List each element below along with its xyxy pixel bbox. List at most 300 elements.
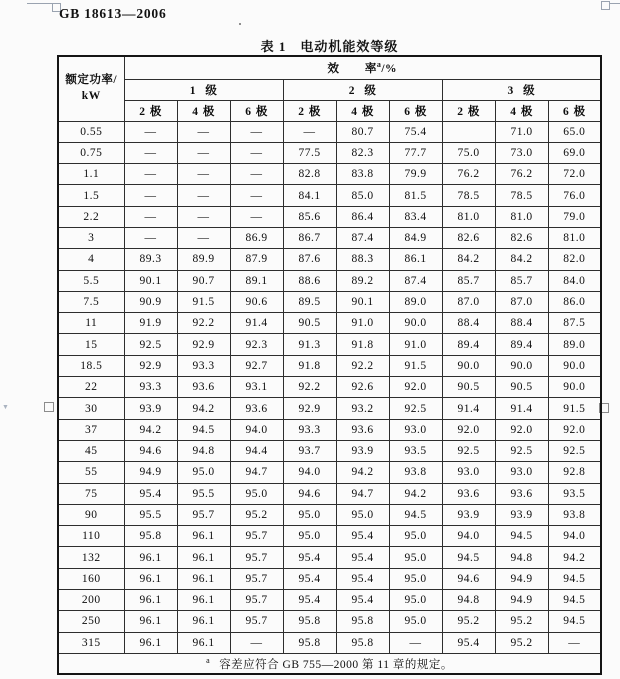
scan-triangle-mark: ▼: [2, 403, 9, 411]
cell-efficiency-value: 85.6: [283, 206, 336, 227]
table-row: [58, 313, 601, 334]
table-footer: [58, 653, 601, 674]
cell-efficiency-value: 91.4: [442, 398, 495, 419]
cell-efficiency-value: 94.2: [336, 462, 389, 483]
cell-efficiency-value: 87.5: [548, 313, 601, 334]
table-title: 表 1 电动机能效等级: [260, 39, 399, 54]
grade1-pole2-header: 2 极: [124, 100, 177, 121]
cell-efficiency-value: 94.0: [283, 462, 336, 483]
cell-efficiency-value: 95.8: [336, 632, 389, 653]
cell-efficiency-value: 95.0: [177, 462, 230, 483]
table-row: [58, 355, 601, 376]
cell-efficiency-value: 72.0: [548, 164, 601, 185]
table-row: [58, 462, 601, 483]
footnote-marker: a: [206, 655, 211, 665]
cell-efficiency-value: 94.0: [548, 526, 601, 547]
cell-efficiency-value: 89.9: [177, 249, 230, 270]
cell-efficiency-value: 81.5: [389, 185, 442, 206]
cell-efficiency-value: 88.6: [283, 270, 336, 291]
table-row: [58, 334, 601, 355]
scan-speck: [239, 23, 241, 25]
table-row: [58, 419, 601, 440]
table-body: [58, 121, 601, 653]
cell-efficiency-value: 91.8: [283, 355, 336, 376]
cell-efficiency-value: 89.3: [124, 249, 177, 270]
cell-efficiency-value: —: [124, 206, 177, 227]
cell-efficiency-value: 92.9: [283, 398, 336, 419]
cell-efficiency-value: 89.5: [283, 291, 336, 312]
cell-efficiency-value: 73.0: [495, 142, 548, 163]
cell-efficiency-value: 86.1: [389, 249, 442, 270]
efficiency-header-unit: /%: [381, 62, 398, 75]
cell-efficiency-value: 90.1: [336, 291, 389, 312]
cell-efficiency-value: 94.6: [442, 568, 495, 589]
cell-efficiency-value: 92.2: [336, 355, 389, 376]
cell-efficiency-value: 93.5: [389, 440, 442, 461]
cell-efficiency-value: 76.2: [442, 164, 495, 185]
cell-rated-power: 45: [58, 440, 124, 461]
cell-efficiency-value: 94.5: [442, 547, 495, 568]
cell-efficiency-value: 95.5: [177, 483, 230, 504]
grade2-pole6-header: 6 极: [389, 100, 442, 121]
cell-efficiency-value: 86.0: [548, 291, 601, 312]
cell-rated-power: 22: [58, 377, 124, 398]
cell-efficiency-value: 83.8: [336, 164, 389, 185]
cell-efficiency-value: 93.9: [442, 504, 495, 525]
cell-efficiency-value: 92.9: [177, 334, 230, 355]
grade-2-header: 2 级: [283, 79, 442, 100]
table-row: [58, 377, 601, 398]
cell-efficiency-value: —: [177, 206, 230, 227]
cell-efficiency-value: 77.7: [389, 142, 442, 163]
grade3-pole2-header: 2 极: [442, 100, 495, 121]
cell-efficiency-value: —: [230, 206, 283, 227]
cell-efficiency-value: 93.6: [230, 398, 283, 419]
cell-efficiency-value: 88.4: [495, 313, 548, 334]
cell-efficiency-value: 92.0: [389, 377, 442, 398]
cell-efficiency-value: 92.5: [442, 440, 495, 461]
footnote-cell: [58, 653, 601, 674]
cell-rated-power: 250: [58, 611, 124, 632]
cell-efficiency-value: 92.5: [124, 334, 177, 355]
cell-efficiency-value: 90.0: [495, 355, 548, 376]
cell-efficiency-value: —: [177, 121, 230, 142]
cell-efficiency-value: 91.0: [389, 334, 442, 355]
cell-efficiency-value: 95.0: [283, 504, 336, 525]
cell-rated-power: 132: [58, 547, 124, 568]
cell-efficiency-value: —: [230, 121, 283, 142]
cell-efficiency-value: 95.0: [389, 590, 442, 611]
cell-efficiency-value: 87.0: [442, 291, 495, 312]
cell-efficiency-value: 92.2: [177, 313, 230, 334]
cell-efficiency-value: 78.5: [495, 185, 548, 206]
cell-efficiency-value: 90.6: [230, 291, 283, 312]
cell-efficiency-value: 87.0: [495, 291, 548, 312]
cell-efficiency-value: 94.5: [177, 419, 230, 440]
cell-efficiency-value: 83.4: [389, 206, 442, 227]
cell-efficiency-value: 95.8: [283, 611, 336, 632]
cell-efficiency-value: 87.4: [389, 270, 442, 291]
grade-1-header: 1 级: [124, 79, 283, 100]
cell-efficiency-value: 88.3: [336, 249, 389, 270]
cell-efficiency-value: 92.9: [124, 355, 177, 376]
cell-efficiency-value: 89.1: [230, 270, 283, 291]
cell-efficiency-value: 93.3: [283, 419, 336, 440]
cell-efficiency-value: 92.6: [336, 377, 389, 398]
efficiency-header: [124, 56, 601, 79]
cell-efficiency-value: 95.4: [283, 547, 336, 568]
cell-rated-power: 4: [58, 249, 124, 270]
cell-efficiency-value: —: [283, 121, 336, 142]
cell-efficiency-value: 93.2: [336, 398, 389, 419]
table-row: [58, 504, 601, 525]
cell-efficiency-value: 94.2: [177, 398, 230, 419]
table-row: [58, 590, 601, 611]
cell-efficiency-value: 95.7: [230, 590, 283, 611]
cell-rated-power: 315: [58, 632, 124, 653]
cell-rated-power: 11: [58, 313, 124, 334]
header-row-poles: [58, 100, 601, 121]
cell-efficiency-value: 84.0: [548, 270, 601, 291]
cell-efficiency-value: 96.1: [177, 526, 230, 547]
table-row: [58, 568, 601, 589]
cell-efficiency-value: 90.5: [283, 313, 336, 334]
cell-efficiency-value: 85.7: [495, 270, 548, 291]
cell-efficiency-value: 92.0: [495, 419, 548, 440]
cell-rated-power: 55: [58, 462, 124, 483]
cell-efficiency-value: 94.2: [124, 419, 177, 440]
cell-efficiency-value: 95.4: [442, 632, 495, 653]
cell-efficiency-value: 95.0: [230, 483, 283, 504]
cell-efficiency-value: 78.5: [442, 185, 495, 206]
cell-rated-power: 37: [58, 419, 124, 440]
cell-efficiency-value: 96.1: [124, 632, 177, 653]
cell-rated-power: 7.5: [58, 291, 124, 312]
table-row: [58, 249, 601, 270]
cell-efficiency-value: 93.0: [442, 462, 495, 483]
cell-efficiency-value: 84.2: [495, 249, 548, 270]
cell-efficiency-value: 95.4: [124, 483, 177, 504]
cell-efficiency-value: 86.9: [230, 227, 283, 248]
cell-efficiency-value: 87.4: [336, 227, 389, 248]
cell-efficiency-value: 84.1: [283, 185, 336, 206]
cell-efficiency-value: 85.7: [442, 270, 495, 291]
cell-efficiency-value: 94.0: [442, 526, 495, 547]
cell-efficiency-value: 94.8: [177, 440, 230, 461]
cell-efficiency-value: —: [177, 227, 230, 248]
cell-efficiency-value: 94.4: [230, 440, 283, 461]
scan-anchor-square-left: [44, 402, 54, 412]
cell-efficiency-value: 91.3: [283, 334, 336, 355]
cell-rated-power: 30: [58, 398, 124, 419]
cell-efficiency-value: —: [230, 632, 283, 653]
cell-efficiency-value: 95.5: [124, 504, 177, 525]
grade-3-header: 3 级: [442, 79, 601, 100]
cell-efficiency-value: 95.4: [336, 526, 389, 547]
scan-crop-mark-top-left-line: [27, 3, 53, 4]
cell-efficiency-value: 92.0: [442, 419, 495, 440]
cell-efficiency-value: 91.8: [336, 334, 389, 355]
cell-rated-power: 3: [58, 227, 124, 248]
cell-efficiency-value: 95.4: [336, 568, 389, 589]
cell-efficiency-value: 95.0: [283, 526, 336, 547]
cell-efficiency-value: 75.4: [389, 121, 442, 142]
cell-efficiency-value: 84.2: [442, 249, 495, 270]
cell-efficiency-value: 95.4: [336, 590, 389, 611]
cell-efficiency-value: 84.9: [389, 227, 442, 248]
cell-efficiency-value: —: [177, 185, 230, 206]
cell-efficiency-value: 93.5: [548, 483, 601, 504]
cell-efficiency-value: 90.0: [548, 377, 601, 398]
cell-efficiency-value: 96.1: [124, 611, 177, 632]
cell-efficiency-value: 82.6: [442, 227, 495, 248]
cell-efficiency-value: 81.0: [442, 206, 495, 227]
cell-rated-power: 5.5: [58, 270, 124, 291]
cell-rated-power: 110: [58, 526, 124, 547]
cell-efficiency-value: 86.7: [283, 227, 336, 248]
cell-efficiency-value: 76.2: [495, 164, 548, 185]
cell-efficiency-value: 93.0: [389, 419, 442, 440]
cell-efficiency-value: 94.8: [442, 590, 495, 611]
cell-efficiency-value: 95.0: [389, 568, 442, 589]
efficiency-header-label: 效 率: [327, 62, 377, 75]
cell-efficiency-value: 82.3: [336, 142, 389, 163]
cell-efficiency-value: 93.6: [442, 483, 495, 504]
table-row: [58, 206, 601, 227]
table-row: [58, 398, 601, 419]
cell-efficiency-value: [442, 121, 495, 142]
rated-power-header-line1: 额定功率/: [65, 74, 118, 87]
cell-efficiency-value: —: [124, 164, 177, 185]
cell-efficiency-value: —: [230, 185, 283, 206]
table-row: [58, 440, 601, 461]
table-row: [58, 526, 601, 547]
table-row: [58, 227, 601, 248]
cell-efficiency-value: 95.7: [230, 611, 283, 632]
cell-efficiency-value: 93.6: [336, 419, 389, 440]
table-row: [58, 185, 601, 206]
cell-efficiency-value: 95.0: [336, 504, 389, 525]
cell-efficiency-value: 77.5: [283, 142, 336, 163]
cell-efficiency-value: 65.0: [548, 121, 601, 142]
cell-efficiency-value: 91.5: [548, 398, 601, 419]
table-row: [58, 121, 601, 142]
header-row-efficiency: [58, 56, 601, 79]
cell-rated-power: 0.55: [58, 121, 124, 142]
cell-efficiency-value: 94.6: [283, 483, 336, 504]
cell-rated-power: 1.5: [58, 185, 124, 206]
cell-efficiency-value: 93.0: [495, 462, 548, 483]
table-row: [58, 483, 601, 504]
table-header: [58, 56, 601, 121]
footnote-text: 容差应符合 GB 755—2000 第 11 章的规定。: [219, 658, 453, 671]
cell-rated-power: 90: [58, 504, 124, 525]
cell-efficiency-value: 91.4: [230, 313, 283, 334]
cell-efficiency-value: 69.0: [548, 142, 601, 163]
cell-efficiency-value: 94.6: [124, 440, 177, 461]
grade1-pole4-header: 4 极: [177, 100, 230, 121]
cell-efficiency-value: 95.7: [177, 504, 230, 525]
table-row: [58, 547, 601, 568]
cell-efficiency-value: 94.5: [548, 568, 601, 589]
cell-efficiency-value: 91.5: [177, 291, 230, 312]
cell-efficiency-value: 95.2: [442, 611, 495, 632]
table-row: [58, 270, 601, 291]
cell-efficiency-value: 95.4: [336, 547, 389, 568]
cell-efficiency-value: 86.4: [336, 206, 389, 227]
cell-efficiency-value: 93.3: [177, 355, 230, 376]
motor-efficiency-table: [57, 55, 602, 675]
cell-efficiency-value: 94.8: [495, 547, 548, 568]
cell-rated-power: 200: [58, 590, 124, 611]
header-row-grades: [58, 79, 601, 100]
cell-efficiency-value: 91.5: [389, 355, 442, 376]
grade3-pole6-header: 6 极: [548, 100, 601, 121]
cell-efficiency-value: 90.7: [177, 270, 230, 291]
cell-efficiency-value: —: [124, 227, 177, 248]
cell-efficiency-value: 95.0: [389, 611, 442, 632]
cell-efficiency-value: 79.9: [389, 164, 442, 185]
cell-efficiency-value: 93.3: [124, 377, 177, 398]
cell-efficiency-value: 92.2: [283, 377, 336, 398]
cell-efficiency-value: 93.9: [124, 398, 177, 419]
cell-efficiency-value: 71.0: [495, 121, 548, 142]
cell-efficiency-value: 89.0: [548, 334, 601, 355]
cell-efficiency-value: 96.1: [177, 547, 230, 568]
cell-efficiency-value: 94.5: [389, 504, 442, 525]
cell-efficiency-value: 92.5: [389, 398, 442, 419]
cell-efficiency-value: 96.1: [177, 590, 230, 611]
table-row: [58, 142, 601, 163]
cell-efficiency-value: 90.0: [442, 355, 495, 376]
grade3-pole4-header: 4 极: [495, 100, 548, 121]
cell-efficiency-value: 94.5: [548, 611, 601, 632]
cell-efficiency-value: 93.8: [548, 504, 601, 525]
cell-efficiency-value: 82.6: [495, 227, 548, 248]
cell-efficiency-value: 96.1: [124, 568, 177, 589]
cell-rated-power: 2.2: [58, 206, 124, 227]
cell-efficiency-value: 90.5: [442, 377, 495, 398]
cell-efficiency-value: —: [389, 632, 442, 653]
cell-efficiency-value: 93.6: [177, 377, 230, 398]
cell-efficiency-value: 81.0: [495, 206, 548, 227]
cell-efficiency-value: 94.9: [495, 568, 548, 589]
cell-efficiency-value: 89.2: [336, 270, 389, 291]
cell-efficiency-value: 93.8: [389, 462, 442, 483]
cell-efficiency-value: 82.8: [283, 164, 336, 185]
cell-efficiency-value: —: [230, 142, 283, 163]
cell-rated-power: 15: [58, 334, 124, 355]
cell-efficiency-value: 91.0: [336, 313, 389, 334]
cell-rated-power: 75: [58, 483, 124, 504]
cell-efficiency-value: 92.5: [495, 440, 548, 461]
rated-power-header: [58, 56, 124, 121]
cell-efficiency-value: 94.9: [495, 590, 548, 611]
cell-efficiency-value: 91.9: [124, 313, 177, 334]
table-row: [58, 291, 601, 312]
cell-efficiency-value: 89.4: [442, 334, 495, 355]
cell-efficiency-value: 94.0: [230, 419, 283, 440]
cell-efficiency-value: 95.4: [283, 568, 336, 589]
grade2-pole4-header: 4 极: [336, 100, 389, 121]
cell-efficiency-value: 95.8: [336, 611, 389, 632]
cell-efficiency-value: 93.9: [495, 504, 548, 525]
cell-efficiency-value: 92.0: [548, 419, 601, 440]
cell-rated-power: 0.75: [58, 142, 124, 163]
cell-efficiency-value: 95.7: [230, 547, 283, 568]
cell-efficiency-value: 94.2: [548, 547, 601, 568]
cell-efficiency-value: 92.7: [230, 355, 283, 376]
cell-efficiency-value: 93.7: [283, 440, 336, 461]
cell-efficiency-value: 89.0: [389, 291, 442, 312]
cell-efficiency-value: 95.7: [230, 526, 283, 547]
cell-efficiency-value: 90.1: [124, 270, 177, 291]
cell-rated-power: 1.1: [58, 164, 124, 185]
cell-efficiency-value: 90.0: [548, 355, 601, 376]
cell-efficiency-value: 87.6: [283, 249, 336, 270]
table-row: [58, 632, 601, 653]
cell-efficiency-value: 80.7: [336, 121, 389, 142]
cell-efficiency-value: 96.1: [177, 632, 230, 653]
cell-efficiency-value: —: [548, 632, 601, 653]
cell-efficiency-value: 94.5: [495, 526, 548, 547]
cell-efficiency-value: 87.9: [230, 249, 283, 270]
cell-efficiency-value: —: [124, 121, 177, 142]
cell-efficiency-value: 76.0: [548, 185, 601, 206]
table-row: [58, 164, 601, 185]
cell-efficiency-value: 96.1: [177, 611, 230, 632]
cell-rated-power: 18.5: [58, 355, 124, 376]
cell-efficiency-value: 95.0: [389, 526, 442, 547]
cell-efficiency-value: 88.4: [442, 313, 495, 334]
cell-efficiency-value: 92.5: [548, 440, 601, 461]
cell-efficiency-value: 93.1: [230, 377, 283, 398]
cell-efficiency-value: 96.1: [124, 547, 177, 568]
cell-efficiency-value: 92.3: [230, 334, 283, 355]
cell-efficiency-value: 90.0: [389, 313, 442, 334]
cell-efficiency-value: 89.4: [495, 334, 548, 355]
cell-efficiency-value: 95.4: [283, 590, 336, 611]
cell-efficiency-value: 95.0: [389, 547, 442, 568]
grade2-pole2-header: 2 极: [283, 100, 336, 121]
efficiency-footnote-marker: a: [376, 59, 382, 69]
cell-efficiency-value: 90.5: [495, 377, 548, 398]
cell-efficiency-value: 94.7: [336, 483, 389, 504]
cell-efficiency-value: —: [177, 164, 230, 185]
cell-efficiency-value: 93.9: [336, 440, 389, 461]
cell-efficiency-value: —: [230, 164, 283, 185]
cell-efficiency-value: 95.2: [230, 504, 283, 525]
cell-efficiency-value: 85.0: [336, 185, 389, 206]
cell-efficiency-value: —: [124, 142, 177, 163]
cell-efficiency-value: 75.0: [442, 142, 495, 163]
cell-efficiency-value: 95.2: [495, 611, 548, 632]
cell-efficiency-value: 82.0: [548, 249, 601, 270]
cell-efficiency-value: 96.1: [124, 590, 177, 611]
cell-efficiency-value: 95.7: [230, 568, 283, 589]
cell-efficiency-value: 95.8: [283, 632, 336, 653]
cell-efficiency-value: 90.9: [124, 291, 177, 312]
cell-efficiency-value: 95.2: [495, 632, 548, 653]
cell-efficiency-value: 79.0: [548, 206, 601, 227]
table-row: [58, 611, 601, 632]
cell-efficiency-value: 81.0: [548, 227, 601, 248]
cell-efficiency-value: —: [124, 185, 177, 206]
cell-efficiency-value: 94.9: [124, 462, 177, 483]
scan-crop-mark-top-right-line: [609, 3, 620, 4]
cell-efficiency-value: 91.4: [495, 398, 548, 419]
cell-efficiency-value: 95.8: [124, 526, 177, 547]
